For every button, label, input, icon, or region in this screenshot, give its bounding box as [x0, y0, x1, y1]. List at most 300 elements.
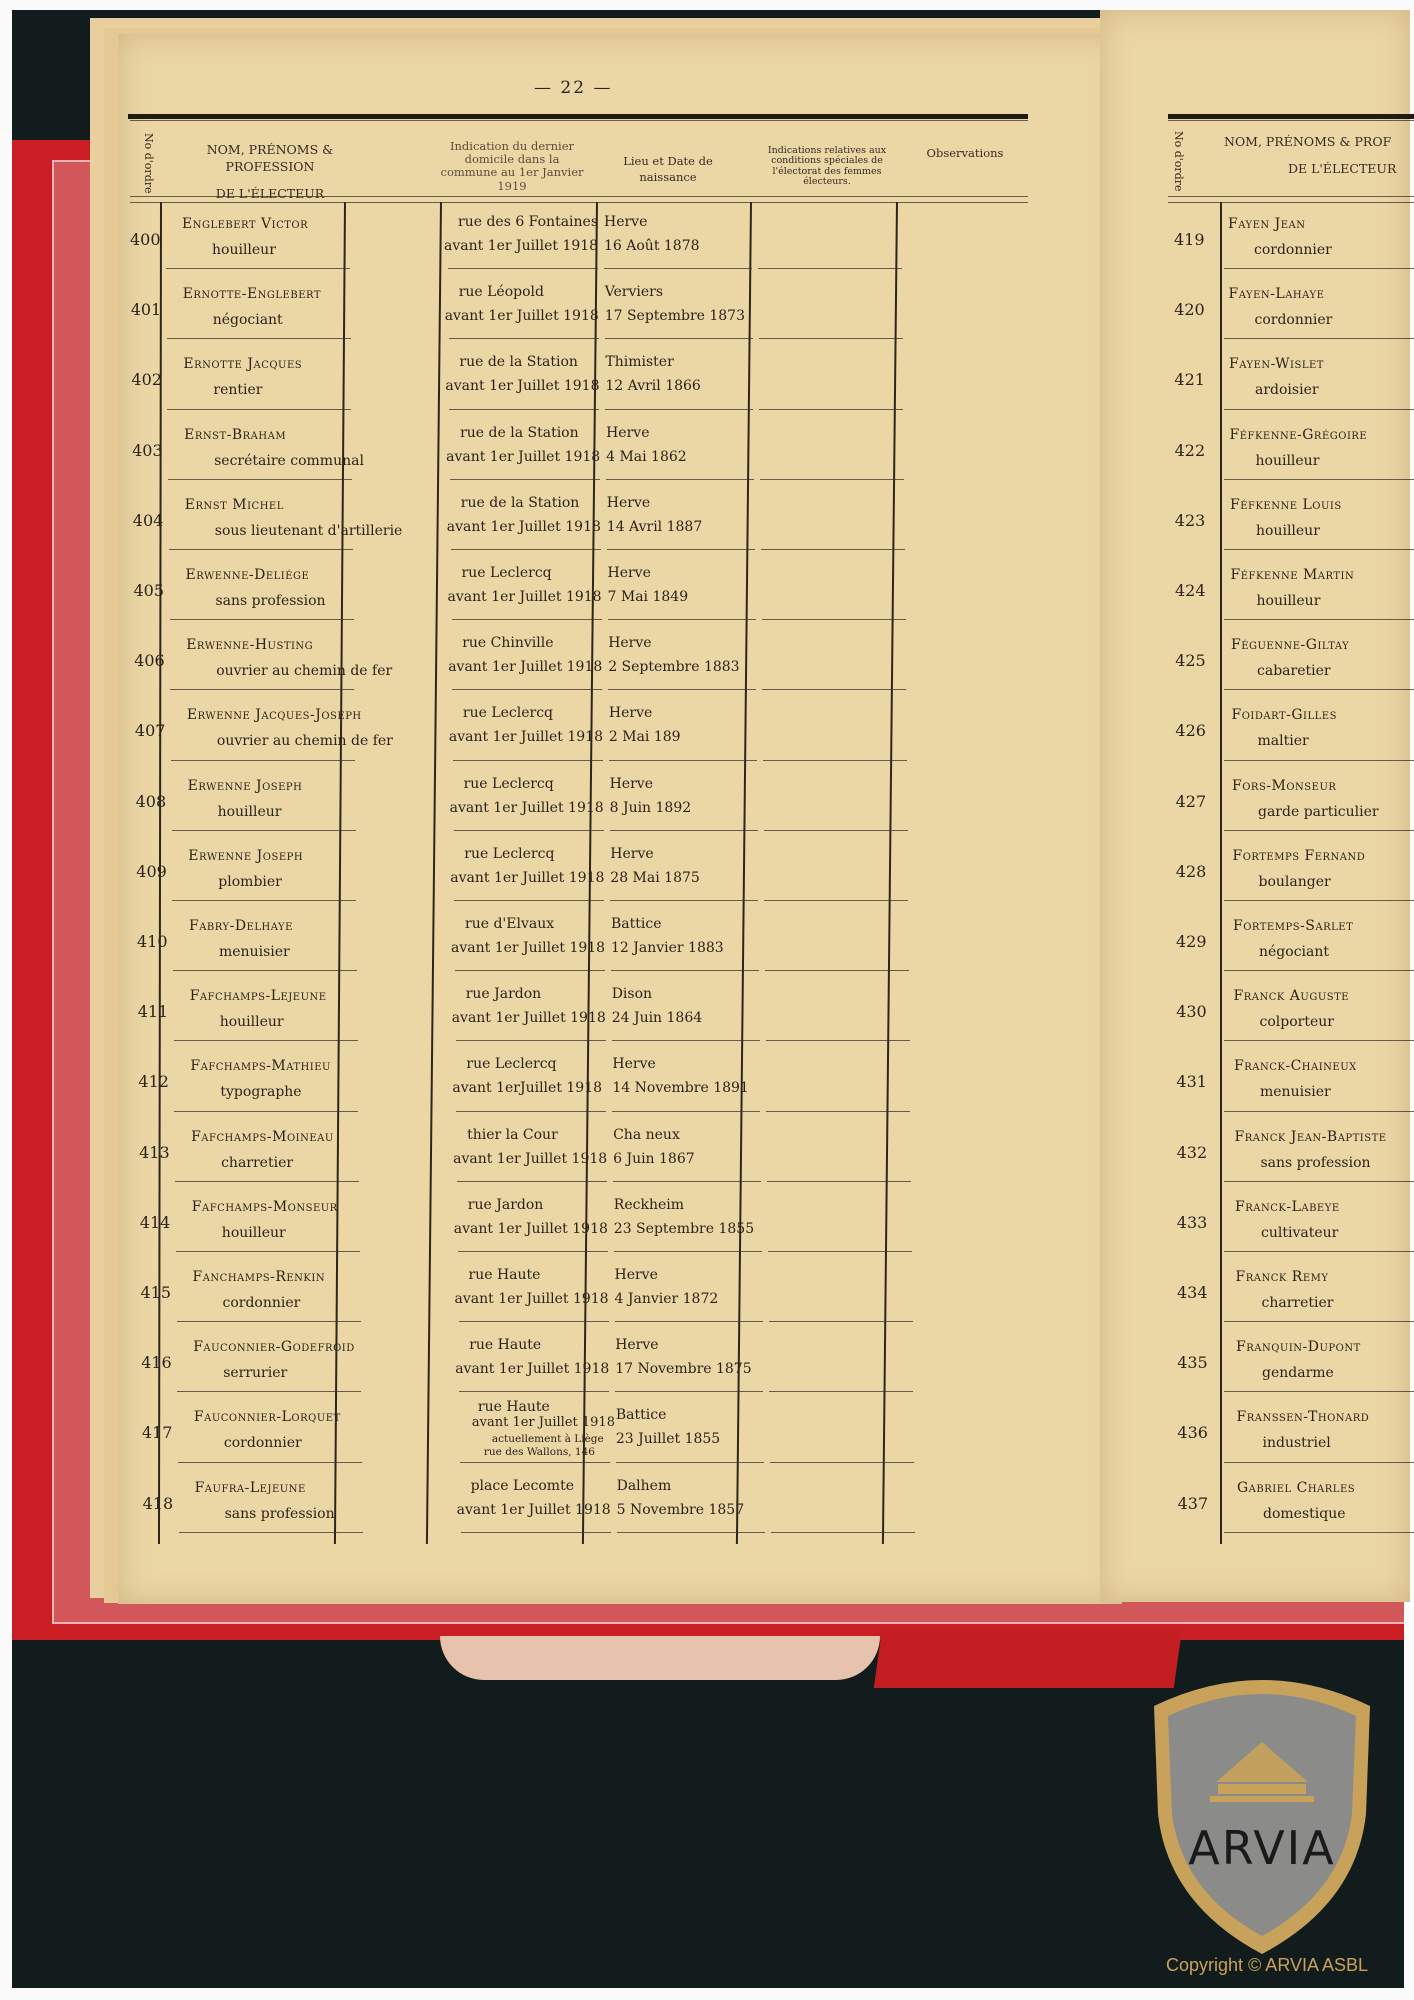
elector-name: Ernst-Braham — [184, 426, 287, 443]
birth-place: Battice — [615, 1407, 667, 1424]
birth-date: 14 Avril 1887 — [606, 518, 703, 535]
elector-profession: plombier — [218, 873, 282, 890]
elector-profession: sous lieutenant d'artillerie — [214, 522, 403, 539]
birth-place: Herve — [614, 1267, 658, 1283]
elector-profession: houilleur — [219, 1014, 284, 1031]
elector-profession: houilleur — [217, 803, 282, 820]
elector-name: Fafchamps-Lejeune — [189, 988, 327, 1005]
elector-name: Fauconnier-Godefroid — [193, 1339, 355, 1356]
row-separator — [168, 479, 352, 480]
row-number: 408 — [135, 791, 167, 811]
row-number: 417 — [141, 1423, 173, 1443]
row-separator — [454, 830, 604, 831]
domicile-street: rue Leclercq — [464, 845, 555, 862]
row-number: 420 — [1174, 300, 1205, 320]
row-separator — [171, 760, 355, 761]
domicile-street: rue Haute — [468, 1267, 541, 1283]
elector-name: Gabriel Charles — [1237, 1479, 1356, 1496]
row-separator — [771, 1532, 915, 1533]
row-number: 432 — [1176, 1142, 1208, 1162]
elector-profession: sans profession — [215, 593, 326, 609]
row-number: 412 — [138, 1072, 169, 1092]
elector-name: Féguenne-Giltay — [1231, 637, 1350, 654]
register-row — [1100, 1325, 1410, 1395]
row-separator — [1224, 1040, 1414, 1041]
arvia-logo-text: ARVIA — [1188, 1821, 1336, 1875]
register-row — [118, 202, 1122, 272]
row-number: 401 — [130, 300, 162, 320]
row-separator — [458, 1251, 608, 1252]
row-separator — [767, 1181, 911, 1182]
row-separator — [167, 338, 351, 339]
birth-place: Herve — [615, 1337, 659, 1354]
elector-name: Erwenne-Husting — [186, 637, 314, 654]
elector-profession: typographe — [220, 1084, 302, 1101]
elector-name: Fafchamps-Monseur — [191, 1198, 338, 1215]
row-separator — [765, 970, 909, 971]
domicile-street: rue Leclercq — [463, 775, 554, 792]
elector-profession: houilleur — [1256, 522, 1320, 539]
elector-name: Franck-Chaineux — [1234, 1058, 1357, 1075]
row-separator — [174, 1040, 358, 1041]
birth-place: Dison — [611, 986, 653, 1003]
left-page — [118, 34, 1122, 1604]
hand — [440, 1636, 880, 1680]
birth-date: 4 Mai 1862 — [606, 448, 687, 465]
row-separator — [456, 1111, 606, 1112]
birth-date: 8 Juin 1892 — [609, 799, 692, 816]
row-separator — [759, 409, 903, 410]
birth-date: 2 Mai 189 — [608, 729, 681, 746]
domicile-since: avant 1er Juillet 1918 — [449, 799, 604, 816]
elector-profession: cordonnier — [223, 1435, 302, 1452]
elector-name: Faufra-Lejeune — [194, 1479, 306, 1496]
elector-name: Fafchamps-Mathieu — [190, 1058, 331, 1075]
header-name — [1224, 134, 1414, 178]
elector-name: Fayen Jean — [1228, 216, 1306, 232]
register-row — [118, 1044, 1122, 1114]
right-page — [1100, 10, 1410, 1602]
elector-name: Englebert Victor — [182, 216, 309, 232]
elector-profession: sans profession — [1260, 1154, 1371, 1171]
domicile-street: rue Haute — [477, 1399, 550, 1416]
register-row — [1100, 974, 1410, 1044]
domicile-current: actuellement à Liège — [491, 1433, 604, 1446]
row-separator — [760, 479, 904, 480]
row-number: 400 — [130, 230, 161, 249]
page-number: — 22 — — [534, 78, 613, 98]
domicile-since: avant 1er Juillet 1918 — [444, 238, 599, 254]
domicile-street: rue des 6 Fontaines — [458, 214, 599, 230]
domicile-street: rue Leclercq — [461, 565, 552, 581]
elector-profession: domestique — [1263, 1505, 1346, 1522]
elector-profession: garde particulier — [1258, 803, 1379, 820]
row-separator — [166, 268, 350, 269]
row-number: 413 — [139, 1142, 170, 1162]
birth-place: Verviers — [604, 284, 664, 301]
elector-profession: houilleur — [1255, 452, 1320, 469]
register-row — [118, 623, 1122, 693]
red-folder-tab — [874, 1628, 1182, 1688]
register-row — [118, 834, 1122, 904]
row-separator — [461, 1532, 611, 1533]
birth-date: 17 Novembre 1875 — [615, 1361, 752, 1378]
elector-profession: industriel — [1262, 1435, 1331, 1452]
header-rule — [1168, 114, 1414, 119]
row-number: 418 — [142, 1493, 174, 1513]
row-number: 427 — [1175, 791, 1207, 811]
row-separator — [459, 1391, 609, 1392]
row-separator — [1224, 1391, 1414, 1392]
row-separator — [762, 619, 906, 620]
row-separator — [607, 549, 755, 550]
elector-profession: cultivateur — [1261, 1224, 1339, 1241]
row-separator — [610, 830, 758, 831]
domicile-street: rue Jardon — [465, 986, 542, 1003]
row-separator — [758, 268, 902, 269]
elector-name: Ernotte Jacques — [183, 356, 303, 373]
domicile-street: rue de la Station — [459, 354, 578, 371]
row-number: 409 — [136, 861, 167, 881]
header-rule-thin — [130, 120, 1028, 121]
header-rule — [128, 114, 1028, 119]
birth-place: Battice — [611, 916, 662, 932]
birth-place: Herve — [608, 705, 653, 722]
register-row — [118, 1115, 1122, 1185]
row-number: 416 — [141, 1353, 172, 1373]
birth-date: 17 Septembre 1873 — [604, 308, 745, 325]
domicile-since: avant 1er Juillet 1918 — [453, 1220, 608, 1237]
row-separator — [177, 1321, 361, 1322]
row-separator — [769, 1321, 913, 1322]
birth-date: 5 Novembre 1857 — [616, 1501, 745, 1518]
row-separator — [1224, 549, 1414, 550]
register-row — [1100, 1044, 1410, 1114]
row-separator — [1224, 1181, 1414, 1182]
row-separator — [611, 970, 759, 971]
row-separator — [605, 338, 753, 339]
row-number: 431 — [1176, 1072, 1207, 1092]
elector-profession: négociant — [1259, 944, 1329, 960]
row-number: 419 — [1174, 230, 1205, 249]
birth-place: Herve — [604, 214, 648, 230]
register-row — [118, 1255, 1122, 1325]
elector-profession: cordonnier — [1254, 242, 1332, 258]
domicile-since: avant 1er Juillet 1918 — [455, 1361, 610, 1378]
row-separator — [610, 900, 758, 901]
row-separator — [762, 689, 906, 690]
row-separator — [169, 549, 353, 550]
elector-profession: secrétaire communal — [214, 452, 364, 469]
row-separator — [177, 1391, 361, 1392]
row-number: 433 — [1176, 1212, 1208, 1232]
register-row — [1100, 272, 1410, 342]
domicile-since: avant 1er Juillet 1918 — [446, 448, 601, 465]
birth-place: Cha neux — [613, 1126, 680, 1143]
domicile-since: avant 1er Juillet 1918 — [448, 659, 603, 676]
domicile-since: avant 1er Juillet 1918 — [453, 1150, 608, 1167]
row-separator — [449, 338, 599, 339]
register-row — [1100, 413, 1410, 483]
elector-profession: cordonnier — [1254, 312, 1333, 329]
birth-date: 2 Septembre 1883 — [608, 659, 740, 676]
register-row — [118, 974, 1122, 1044]
elector-profession: charretier — [221, 1154, 294, 1171]
row-separator — [453, 760, 603, 761]
row-separator — [167, 409, 351, 410]
row-separator — [448, 268, 598, 269]
elector-name: Erwenne-Deliége — [185, 567, 310, 583]
header-rule-thin — [1168, 120, 1414, 121]
row-separator — [613, 1181, 761, 1182]
row-separator — [763, 760, 907, 761]
birth-place: Herve — [606, 424, 650, 441]
header-order: No d'ordre — [141, 132, 155, 194]
copyright-notice: Copyright © ARVIA ASBL — [1166, 1955, 1369, 1975]
row-separator — [176, 1251, 360, 1252]
birth-date: 12 Janvier 1883 — [611, 940, 724, 956]
row-separator — [1224, 1321, 1414, 1322]
row-separator — [452, 689, 602, 690]
elector-profession: cordonnier — [222, 1295, 301, 1311]
domicile-street: rue d'Elvaux — [465, 916, 555, 932]
birth-date: 23 Septembre 1855 — [613, 1220, 755, 1237]
row-separator — [1224, 1462, 1414, 1463]
row-separator — [606, 479, 754, 480]
row-number: 404 — [132, 510, 164, 530]
arvia-shield-logo — [1146, 1664, 1378, 1960]
elector-name: Fortemps-Sarlet — [1233, 918, 1354, 934]
row-separator — [617, 1532, 765, 1533]
elector-name: Féfkenne Martin — [1230, 567, 1355, 583]
domicile-street: rue Jardon — [467, 1196, 544, 1213]
header-bottom-rule — [1168, 196, 1414, 197]
birth-date: 28 Mai 1875 — [610, 869, 700, 886]
row-separator — [170, 619, 354, 620]
header-observations: Observations — [926, 146, 1004, 160]
register-row — [118, 483, 1122, 553]
domicile-since: avant 1er Juillet 1918 — [451, 1010, 606, 1027]
row-separator — [612, 1111, 760, 1112]
row-number: 425 — [1175, 651, 1206, 671]
elector-profession: gendarme — [1262, 1365, 1334, 1382]
row-separator — [608, 689, 756, 690]
birth-date: 6 Juin 1867 — [613, 1150, 695, 1167]
register-row — [1100, 483, 1410, 553]
register-row — [118, 693, 1122, 763]
row-separator — [615, 1321, 763, 1322]
domicile-street: place Lecomte — [470, 1477, 574, 1494]
elector-name: Franck Remy — [1235, 1269, 1329, 1285]
row-separator — [1224, 760, 1414, 761]
row-separator — [455, 970, 605, 971]
row-number: 411 — [137, 1002, 169, 1022]
domicile-since: avant 1er Juillet 1918 — [471, 1415, 615, 1431]
row-separator — [450, 479, 600, 480]
row-number: 426 — [1175, 721, 1206, 741]
row-separator — [761, 549, 905, 550]
row-separator — [1224, 689, 1414, 690]
elector-profession: menuisier — [1260, 1084, 1331, 1101]
birth-date: 12 Avril 1866 — [605, 378, 701, 395]
row-separator — [609, 760, 757, 761]
header-order: No d'ordre — [1171, 130, 1185, 192]
elector-name: Erwenne Joseph — [188, 847, 304, 864]
row-separator — [172, 900, 356, 901]
elector-name: Erwenne Jacques-Joseph — [186, 707, 362, 724]
row-number: 424 — [1175, 581, 1206, 600]
row-separator — [1224, 409, 1414, 410]
domicile-since: avant 1er Juillet 1918 — [450, 869, 605, 886]
register-row — [118, 413, 1122, 483]
domicile-since: avant 1er Juillet 1918 — [456, 1501, 611, 1518]
row-separator — [614, 1251, 762, 1252]
elector-name: Erwenne Joseph — [187, 777, 303, 794]
row-separator — [612, 1040, 760, 1041]
register-row — [1100, 623, 1410, 693]
row-number: 430 — [1176, 1002, 1207, 1022]
birth-date: 7 Mai 1849 — [607, 589, 689, 605]
row-separator — [172, 830, 356, 831]
domicile-since: avant 1er Juillet 1918 — [451, 940, 606, 956]
elector-profession: ardoisier — [1255, 382, 1319, 399]
row-separator — [179, 1532, 363, 1533]
row-number: 434 — [1177, 1283, 1208, 1302]
elector-profession: ouvrier au chemin de fer — [216, 663, 393, 680]
elector-profession: houilleur — [212, 242, 276, 258]
row-separator — [759, 338, 903, 339]
row-number: 407 — [134, 721, 166, 741]
row-separator — [452, 619, 602, 620]
row-separator — [1224, 619, 1414, 620]
row-separator — [604, 268, 752, 269]
header-special-conditions: Indications relatives aux conditions spéciales de l'électorat des femmes électeurs. — [767, 145, 887, 188]
elector-profession: maltier — [1257, 733, 1309, 750]
row-separator — [1224, 970, 1414, 971]
elector-name: Foidart-Gilles — [1231, 707, 1337, 724]
elector-name: Franquin-Dupont — [1236, 1339, 1361, 1356]
register-row — [1100, 904, 1410, 974]
row-number: 428 — [1175, 861, 1207, 881]
register-row — [118, 1466, 1122, 1536]
birth-place: Herve — [609, 775, 653, 792]
elector-name: Fayen-Lahaye — [1228, 286, 1325, 303]
header-birth: Lieu et Date de naissance — [623, 154, 713, 184]
elector-name: Féfkenne Louis — [1230, 496, 1342, 513]
register-row — [1100, 342, 1410, 412]
register-row — [1100, 1255, 1410, 1325]
elector-profession: serrurier — [223, 1365, 288, 1382]
domicile-since: avant 1er Juillet 1918 — [446, 518, 601, 535]
register-row — [1100, 1115, 1410, 1185]
elector-profession: sans profession — [224, 1505, 335, 1522]
domicile-street: rue Léopold — [458, 284, 544, 301]
elector-name: Fabry-Delhaye — [189, 918, 293, 934]
row-separator — [1224, 1111, 1414, 1112]
elector-profession: charretier — [1261, 1295, 1334, 1311]
row-number: 436 — [1177, 1423, 1208, 1443]
header-name-line2: DE L'ÉLECTEUR — [215, 185, 325, 201]
birth-place: Herve — [612, 1056, 656, 1073]
row-separator — [1224, 900, 1414, 901]
birth-date: 24 Juin 1864 — [611, 1010, 703, 1027]
row-number: 421 — [1174, 370, 1205, 390]
row-separator — [769, 1391, 913, 1392]
row-separator — [175, 1181, 359, 1182]
row-separator — [170, 689, 354, 690]
row-separator — [456, 1040, 606, 1041]
header-name-line2: DE L'ÉLECTEUR — [1288, 160, 1397, 176]
row-number: 435 — [1177, 1353, 1208, 1373]
register-row — [118, 1185, 1122, 1255]
elector-profession: rentier — [213, 382, 263, 399]
row-number: 402 — [131, 370, 162, 390]
register-row — [1100, 553, 1410, 623]
elector-name: Fanchamps-Renkin — [192, 1269, 326, 1285]
elector-profession: négociant — [212, 312, 283, 329]
register-row — [1100, 834, 1410, 904]
elector-name: Franck Jean-Baptiste — [1234, 1128, 1387, 1145]
register-row — [1100, 1466, 1410, 1536]
register-row — [118, 1325, 1122, 1395]
row-number: 437 — [1177, 1493, 1209, 1513]
elector-profession: houilleur — [1256, 593, 1321, 609]
register-row — [118, 904, 1122, 974]
domicile-since: avant 1er Juillet 1918 — [445, 378, 600, 395]
row-number: 422 — [1174, 440, 1206, 460]
birth-place: Herve — [610, 845, 654, 862]
domicile-since: avant 1er Juillet 1918 — [454, 1291, 609, 1307]
register-row — [118, 1395, 1122, 1465]
elector-profession: houilleur — [221, 1224, 286, 1241]
register-row — [1100, 693, 1410, 763]
domicile-since: avant 1er Juillet 1918 — [448, 729, 603, 746]
row-separator — [174, 1111, 358, 1112]
row-number: 405 — [133, 581, 165, 600]
row-separator — [1224, 268, 1414, 269]
row-separator — [616, 1462, 764, 1463]
domicile-street: rue de la Station — [460, 494, 580, 511]
row-separator — [1224, 1251, 1414, 1252]
row-separator — [766, 1040, 910, 1041]
elector-name: Franck-Labeye — [1235, 1198, 1340, 1215]
birth-date: 16 Août 1878 — [604, 238, 700, 254]
row-number: 406 — [134, 651, 165, 671]
elector-profession: boulanger — [1258, 873, 1331, 890]
row-separator — [605, 409, 753, 410]
domicile-since: avant 1er Juillet 1918 — [444, 308, 599, 325]
birth-place: Herve — [606, 494, 651, 511]
row-separator — [451, 549, 601, 550]
elector-profession: menuisier — [219, 944, 290, 960]
birth-place: Dalhem — [616, 1477, 672, 1494]
elector-name: Franssen-Thonard — [1236, 1409, 1370, 1426]
elector-profession: ouvrier au chemin de fer — [216, 733, 393, 750]
register-row — [1100, 1395, 1410, 1465]
row-separator — [1224, 830, 1414, 831]
birth-date: 14 Novembre 1891 — [612, 1080, 749, 1097]
domicile-street: rue Leclercq — [462, 705, 554, 722]
register-row — [1100, 1185, 1410, 1255]
header-domicile: Indication du dernier domicile dans la commune au 1er Janvier 1919 — [440, 139, 584, 193]
elector-name: Fortemps Fernand — [1232, 847, 1366, 864]
row-number: 403 — [132, 440, 163, 460]
row-separator — [764, 900, 908, 901]
birth-date: 4 Janvier 1872 — [614, 1291, 719, 1307]
row-separator — [615, 1391, 763, 1392]
row-separator — [449, 409, 599, 410]
birth-place: Reckheim — [613, 1196, 685, 1213]
